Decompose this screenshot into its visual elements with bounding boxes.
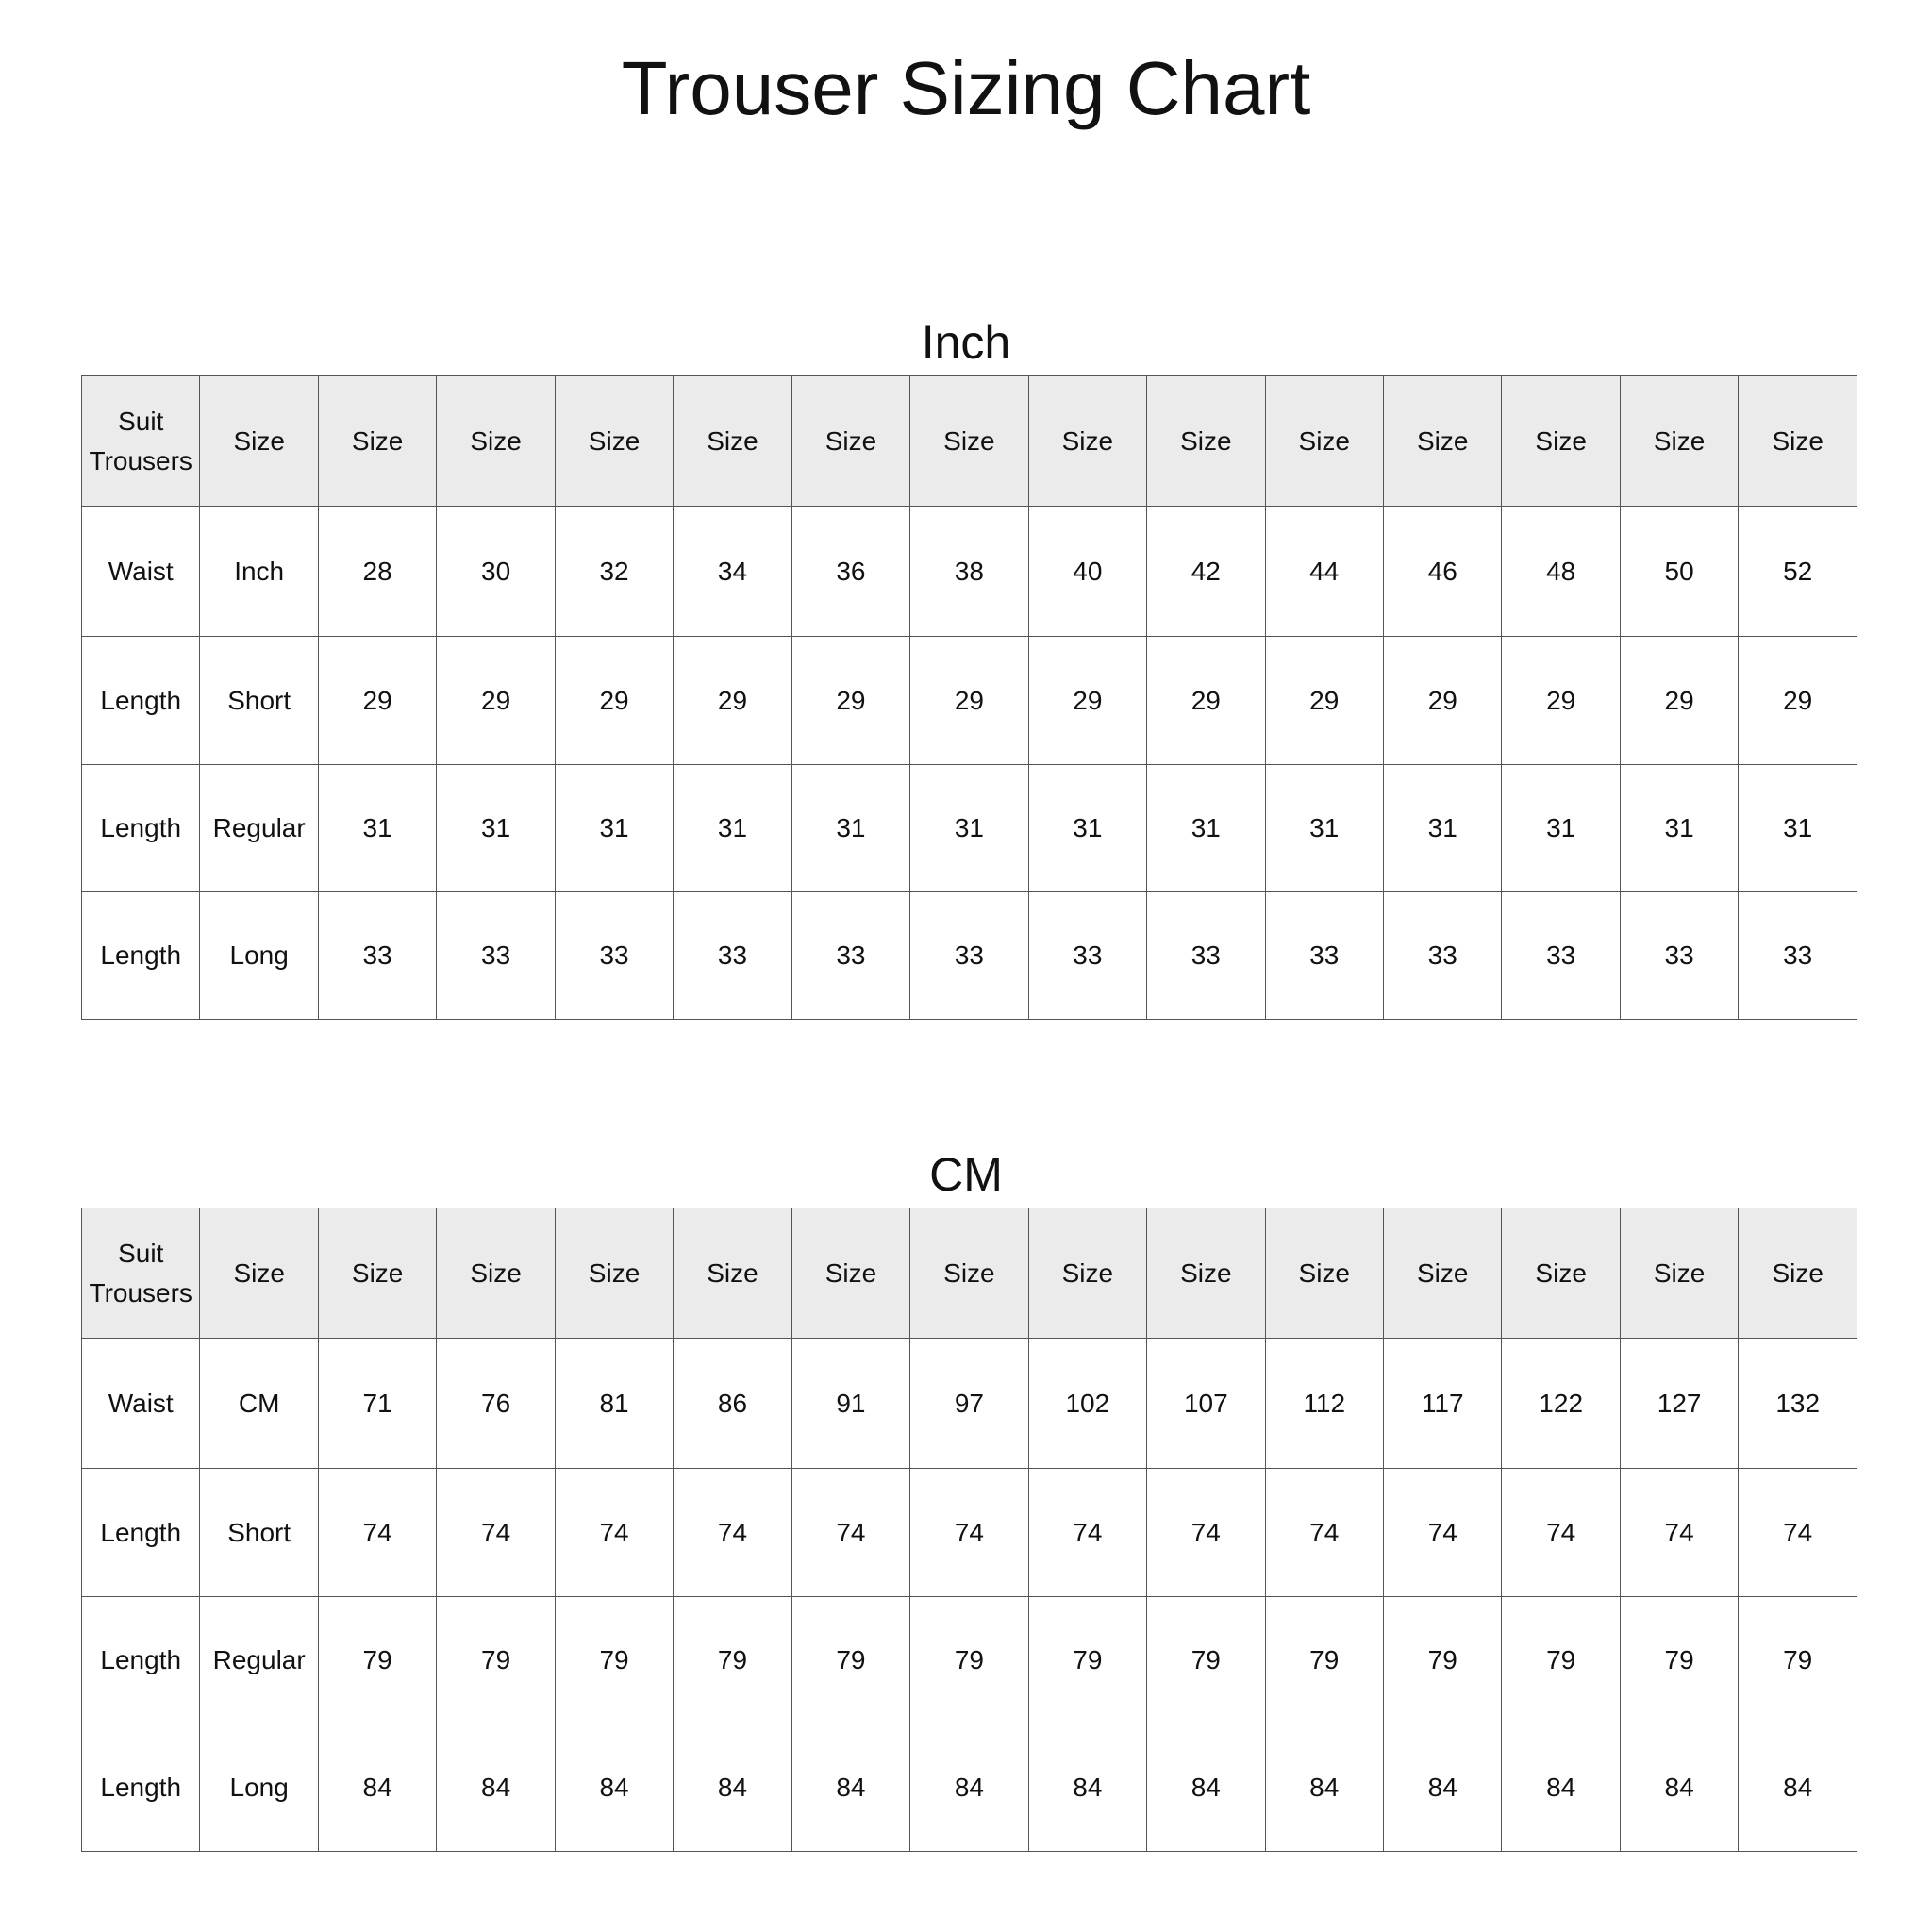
value-cell: 84 [910, 1724, 1028, 1852]
value-cell: 31 [437, 765, 555, 892]
value-cell: 79 [791, 1597, 909, 1724]
value-cell: 29 [437, 637, 555, 765]
value-cell: 84 [1502, 1724, 1620, 1852]
value-cell: 34 [674, 507, 791, 637]
table-row [82, 637, 1857, 765]
value-cell: 29 [1502, 637, 1620, 765]
value-cell: 29 [910, 637, 1028, 765]
header-cell-size: Size [1028, 376, 1146, 507]
value-cell: 132 [1739, 1339, 1857, 1469]
header-cell-size: Size [1502, 376, 1620, 507]
value-cell: 79 [1028, 1597, 1146, 1724]
header-cell-size: Size [318, 1208, 436, 1339]
value-cell: 71 [318, 1339, 436, 1469]
value-cell: 31 [1620, 765, 1738, 892]
header-cell-suit-trousers: Suit Trousers [82, 1208, 200, 1339]
value-cell: 29 [1265, 637, 1383, 765]
header-cell-size: Size [1265, 1208, 1383, 1339]
value-cell: 31 [1383, 765, 1501, 892]
header-cell-size: Size [1028, 1208, 1146, 1339]
value-cell: 31 [791, 765, 909, 892]
value-cell: 84 [1620, 1724, 1738, 1852]
value-cell: 31 [1028, 765, 1146, 892]
value-cell: 81 [555, 1339, 673, 1469]
value-cell: 33 [674, 892, 791, 1020]
value-cell: 44 [1265, 507, 1383, 637]
value-cell: 79 [910, 1597, 1028, 1724]
header-cell-size: Size [437, 1208, 555, 1339]
table-row [82, 1339, 1857, 1469]
value-cell: 122 [1502, 1339, 1620, 1469]
fit-label-cell: Long [200, 1724, 318, 1852]
header-cell-size: Size [791, 376, 909, 507]
header-cell-size: Size [200, 1208, 318, 1339]
measurement-label-cell: Length [82, 1724, 200, 1852]
value-cell: 29 [674, 637, 791, 765]
table-row [82, 507, 1857, 637]
header-cell-size: Size [1147, 1208, 1265, 1339]
value-cell: 74 [1502, 1469, 1620, 1597]
value-cell: 31 [555, 765, 673, 892]
value-cell: 79 [1739, 1597, 1857, 1724]
value-cell: 40 [1028, 507, 1146, 637]
value-cell: 74 [1383, 1469, 1501, 1597]
header-cell-size: Size [674, 376, 791, 507]
cm-table-title: CM [929, 1148, 1003, 1201]
value-cell: 33 [791, 892, 909, 1020]
value-cell: 84 [318, 1724, 436, 1852]
header-cell-size: Size [555, 376, 673, 507]
measurement-label-cell: Length [82, 637, 200, 765]
value-cell: 31 [910, 765, 1028, 892]
table-row [82, 892, 1857, 1020]
inch-size-table [81, 375, 1857, 1020]
measurement-label-cell: Length [82, 892, 200, 1020]
header-cell-size: Size [200, 376, 318, 507]
value-cell: 112 [1265, 1339, 1383, 1469]
value-cell: 33 [1739, 892, 1857, 1020]
header-cell-size: Size [1502, 1208, 1620, 1339]
header-cell-size: Size [318, 376, 436, 507]
value-cell: 74 [1739, 1469, 1857, 1597]
value-cell: 91 [791, 1339, 909, 1469]
value-cell: 29 [1739, 637, 1857, 765]
header-cell-size: Size [1265, 376, 1383, 507]
header-cell-size: Size [674, 1208, 791, 1339]
header-cell-size: Size [437, 376, 555, 507]
value-cell: 74 [1147, 1469, 1265, 1597]
value-cell: 74 [791, 1469, 909, 1597]
value-cell: 29 [1620, 637, 1738, 765]
value-cell: 127 [1620, 1339, 1738, 1469]
value-cell: 31 [1739, 765, 1857, 892]
measurement-label-cell: Waist [82, 1339, 200, 1469]
value-cell: 74 [1620, 1469, 1738, 1597]
value-cell: 84 [437, 1724, 555, 1852]
value-cell: 84 [555, 1724, 673, 1852]
value-cell: 33 [910, 892, 1028, 1020]
value-cell: 79 [1383, 1597, 1501, 1724]
value-cell: 31 [318, 765, 436, 892]
table-header-row [82, 376, 1857, 507]
header-cell-size: Size [1147, 376, 1265, 507]
value-cell: 74 [318, 1469, 436, 1597]
header-cell-size: Size [910, 376, 1028, 507]
header-cell-size: Size [1739, 1208, 1857, 1339]
fit-label-cell: Regular [200, 765, 318, 892]
value-cell: 84 [674, 1724, 791, 1852]
value-cell: 74 [674, 1469, 791, 1597]
header-cell-size: Size [910, 1208, 1028, 1339]
value-cell: 32 [555, 507, 673, 637]
header-cell-size: Size [1620, 1208, 1738, 1339]
value-cell: 84 [1265, 1724, 1383, 1852]
value-cell: 79 [1265, 1597, 1383, 1724]
value-cell: 42 [1147, 507, 1265, 637]
value-cell: 74 [1265, 1469, 1383, 1597]
value-cell: 46 [1383, 507, 1501, 637]
value-cell: 31 [1147, 765, 1265, 892]
header-cell-suit-trousers: Suit Trousers [82, 376, 200, 507]
value-cell: 33 [555, 892, 673, 1020]
value-cell: 79 [555, 1597, 673, 1724]
value-cell: 31 [1502, 765, 1620, 892]
value-cell: 30 [437, 507, 555, 637]
cm-size-table [81, 1208, 1857, 1852]
page-title: Trouser Sizing Chart [621, 46, 1311, 130]
inch-table-title: Inch [921, 316, 1011, 369]
value-cell: 79 [674, 1597, 791, 1724]
value-cell: 28 [318, 507, 436, 637]
value-cell: 84 [1383, 1724, 1501, 1852]
value-cell: 84 [1028, 1724, 1146, 1852]
value-cell: 48 [1502, 507, 1620, 637]
value-cell: 29 [791, 637, 909, 765]
value-cell: 33 [318, 892, 436, 1020]
header-cell-size: Size [1383, 376, 1501, 507]
value-cell: 33 [437, 892, 555, 1020]
value-cell: 117 [1383, 1339, 1501, 1469]
header-cell-size: Size [1383, 1208, 1501, 1339]
value-cell: 29 [1383, 637, 1501, 765]
value-cell: 97 [910, 1339, 1028, 1469]
value-cell: 29 [1028, 637, 1146, 765]
value-cell: 84 [1739, 1724, 1857, 1852]
measurement-label-cell: Length [82, 765, 200, 892]
value-cell: 79 [1620, 1597, 1738, 1724]
table-row [82, 1469, 1857, 1597]
value-cell: 52 [1739, 507, 1857, 637]
table-row [82, 765, 1857, 892]
value-cell: 31 [674, 765, 791, 892]
value-cell: 33 [1147, 892, 1265, 1020]
header-cell-size: Size [555, 1208, 673, 1339]
table-header-row [82, 1208, 1857, 1339]
value-cell: 33 [1028, 892, 1146, 1020]
measurement-label-cell: Waist [82, 507, 200, 637]
value-cell: 33 [1502, 892, 1620, 1020]
header-cell-size: Size [1739, 376, 1857, 507]
value-cell: 33 [1265, 892, 1383, 1020]
fit-label-cell: Short [200, 637, 318, 765]
header-cell-size: Size [791, 1208, 909, 1339]
value-cell: 107 [1147, 1339, 1265, 1469]
value-cell: 79 [1502, 1597, 1620, 1724]
fit-label-cell: Long [200, 892, 318, 1020]
measurement-label-cell: Length [82, 1469, 200, 1597]
value-cell: 76 [437, 1339, 555, 1469]
value-cell: 50 [1620, 507, 1738, 637]
value-cell: 102 [1028, 1339, 1146, 1469]
table-row [82, 1724, 1857, 1852]
fit-label-cell: Inch [200, 507, 318, 637]
fit-label-cell: CM [200, 1339, 318, 1469]
value-cell: 29 [1147, 637, 1265, 765]
value-cell: 38 [910, 507, 1028, 637]
fit-label-cell: Regular [200, 1597, 318, 1724]
value-cell: 74 [1028, 1469, 1146, 1597]
value-cell: 74 [555, 1469, 673, 1597]
table-row [82, 1597, 1857, 1724]
fit-label-cell: Short [200, 1469, 318, 1597]
value-cell: 84 [791, 1724, 909, 1852]
value-cell: 74 [437, 1469, 555, 1597]
value-cell: 31 [1265, 765, 1383, 892]
value-cell: 74 [910, 1469, 1028, 1597]
value-cell: 79 [437, 1597, 555, 1724]
value-cell: 79 [1147, 1597, 1265, 1724]
value-cell: 29 [318, 637, 436, 765]
value-cell: 36 [791, 507, 909, 637]
value-cell: 33 [1383, 892, 1501, 1020]
value-cell: 84 [1147, 1724, 1265, 1852]
value-cell: 79 [318, 1597, 436, 1724]
value-cell: 86 [674, 1339, 791, 1469]
value-cell: 29 [555, 637, 673, 765]
value-cell: 33 [1620, 892, 1738, 1020]
header-cell-size: Size [1620, 376, 1738, 507]
measurement-label-cell: Length [82, 1597, 200, 1724]
